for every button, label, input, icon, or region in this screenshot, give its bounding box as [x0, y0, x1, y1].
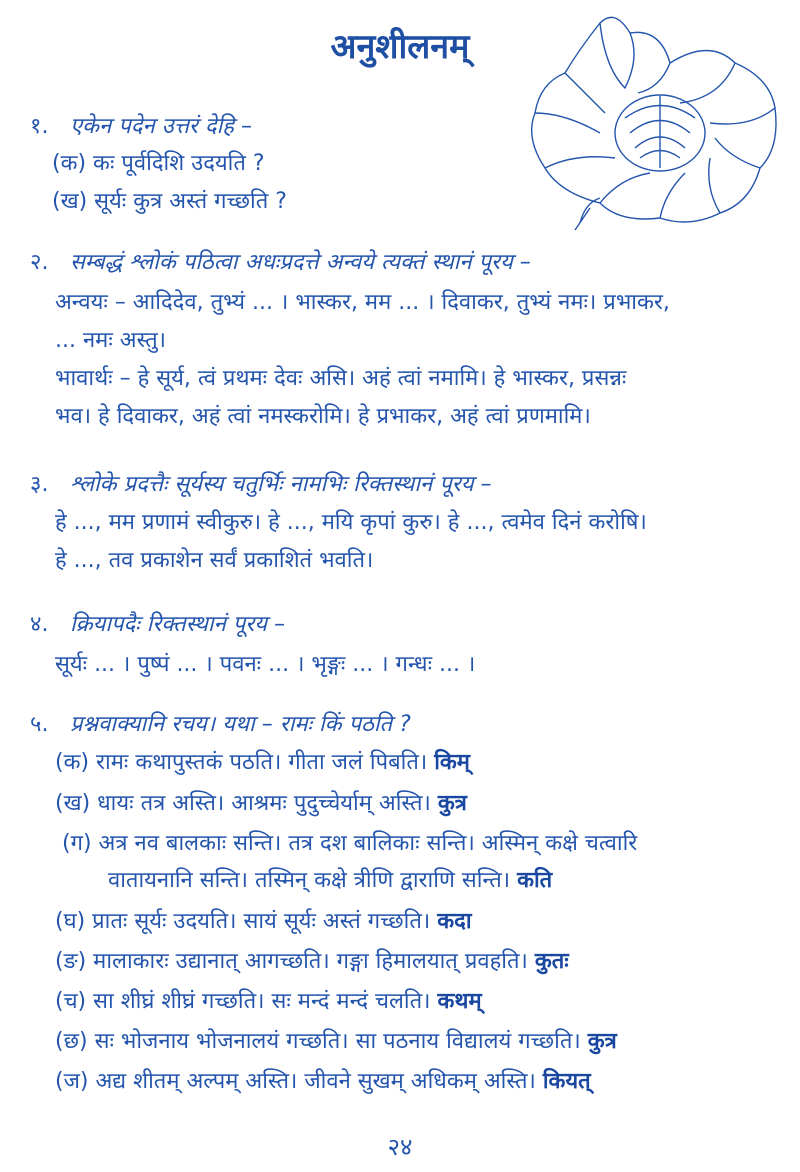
q5-item-gha: (घ) प्रातः सूर्यः उदयति। सायं सूर्यः अस्तं गच्छति। कदा: [55, 909, 472, 934]
q5-item-ga-cont: वातायनानि सन्ति। तस्मिन् कक्षे त्रीणि द्वाराणि सन्ति। कति: [108, 868, 553, 893]
q3-line-1: हे ..., मम प्रणामं स्वीकुरु। हे ..., मयि कृपां कुरु। हे ..., त्वमेव दिनं करोषि।: [55, 510, 647, 535]
q1-item-ka: (क) कः पूर्वदिशि उदयति ?: [52, 151, 265, 176]
q1-prompt: १. एकेन पदेन उत्तरं देहि –: [30, 114, 252, 139]
q2-prompt: २. सम्बद्धं श्लोकं पठित्वा अधःप्रदत्ते अन्वये त्यक्तं स्थानं पूरय –: [30, 250, 531, 275]
flower-illustration: [520, 8, 790, 233]
q5-answer-ka: किम्: [434, 750, 470, 775]
q5-answer-cha: कथम्: [437, 989, 482, 1014]
q2-anvaya-line-2: ... नमः अस्तु।: [55, 328, 167, 353]
page-title: अनुशीलनम्: [330, 27, 470, 67]
q2-bhavarth-line-2: भव। हे दिवाकर, अहं त्वां नमस्करोमि। हे प्रभाकर, अहं त्वां प्रणमामि।: [55, 404, 591, 429]
q5-answer-kha: कुत्र: [437, 791, 467, 816]
q5-item-chha: (छ) सः भोजनाय भोजनालयं गच्छति। सा पठनाय विद्यालयं गच्छति। कुत्र: [55, 1029, 617, 1054]
q1-item-kha: (ख) सूर्यः कुत्र अस्तं गच्छति ?: [52, 189, 287, 214]
q3-prompt: ३. श्लोके प्रदत्तैः सूर्यस्य चतुर्भिः नामभिः रिक्तस्थानं पूरय –: [30, 472, 492, 497]
q5-item-cha: (च) सा शीघ्रं शीघ्रं गच्छति। सः मन्दं मन्दं चलति। कथम्: [55, 989, 482, 1014]
q5-item-ka: (क) रामः कथापुस्तकं पठति। गीता जलं पिबति। किम्: [55, 750, 470, 775]
q5-item-nga: (ङ) मालाकारः उद्यानात् आगच्छति। गङ्गा हिमालयात् प्रवहति। कुतः: [55, 949, 569, 974]
q5-answer-gha: कदा: [437, 909, 472, 934]
q5-answer-chha: कुत्र: [587, 1029, 617, 1054]
q5-item-ga: (ग) अत्र नव बालकाः सन्ति। तत्र दश बालिकाः सन्ति। अस्मिन् कक्षे चत्वारि: [62, 831, 638, 856]
q5-answer-nga: कुतः: [534, 949, 569, 974]
q4-line: सूर्यः ... । पुष्पं ... । पवनः ... । भृङ्गः ... । गन्धः ... ।: [55, 652, 476, 677]
q2-anvaya-line: अन्वयः – आदिदेव, तुभ्यं ... । भास्कर, मम ... । दिवाकर, तुभ्यं नमः। प्रभाकर,: [55, 290, 670, 315]
q5-prompt: ५. प्रश्नवाक्यानि रचय। यथा – रामः किं पठति ?: [30, 712, 411, 737]
q5-item-kha: (ख) धायः तत्र अस्ति। आश्रमः पुदुच्चेर्याम् अस्ति। कुत्र: [55, 791, 467, 816]
q5-answer-ga: कति: [517, 868, 553, 893]
q4-prompt: ४. क्रियापदैः रिक्तस्थानं पूरय –: [30, 612, 286, 637]
q5-item-ja: (ज) अद्य शीतम् अल्पम् अस्ति। जीवने सुखम् अधिकम् अस्ति। कियत्: [55, 1069, 591, 1094]
q5-answer-ja: कियत्: [542, 1069, 591, 1094]
q2-bhavarth-line: भावार्थः – हे सूर्य, त्वं प्रथमः देवः असि। अहं त्वां नमामि। हे भास्कर, प्रसन्नः: [55, 366, 627, 391]
page-number: २४: [387, 1133, 413, 1161]
q3-line-2: हे ..., तव प्रकाशेन सर्वं प्रकाशितं भवति।: [55, 548, 374, 573]
